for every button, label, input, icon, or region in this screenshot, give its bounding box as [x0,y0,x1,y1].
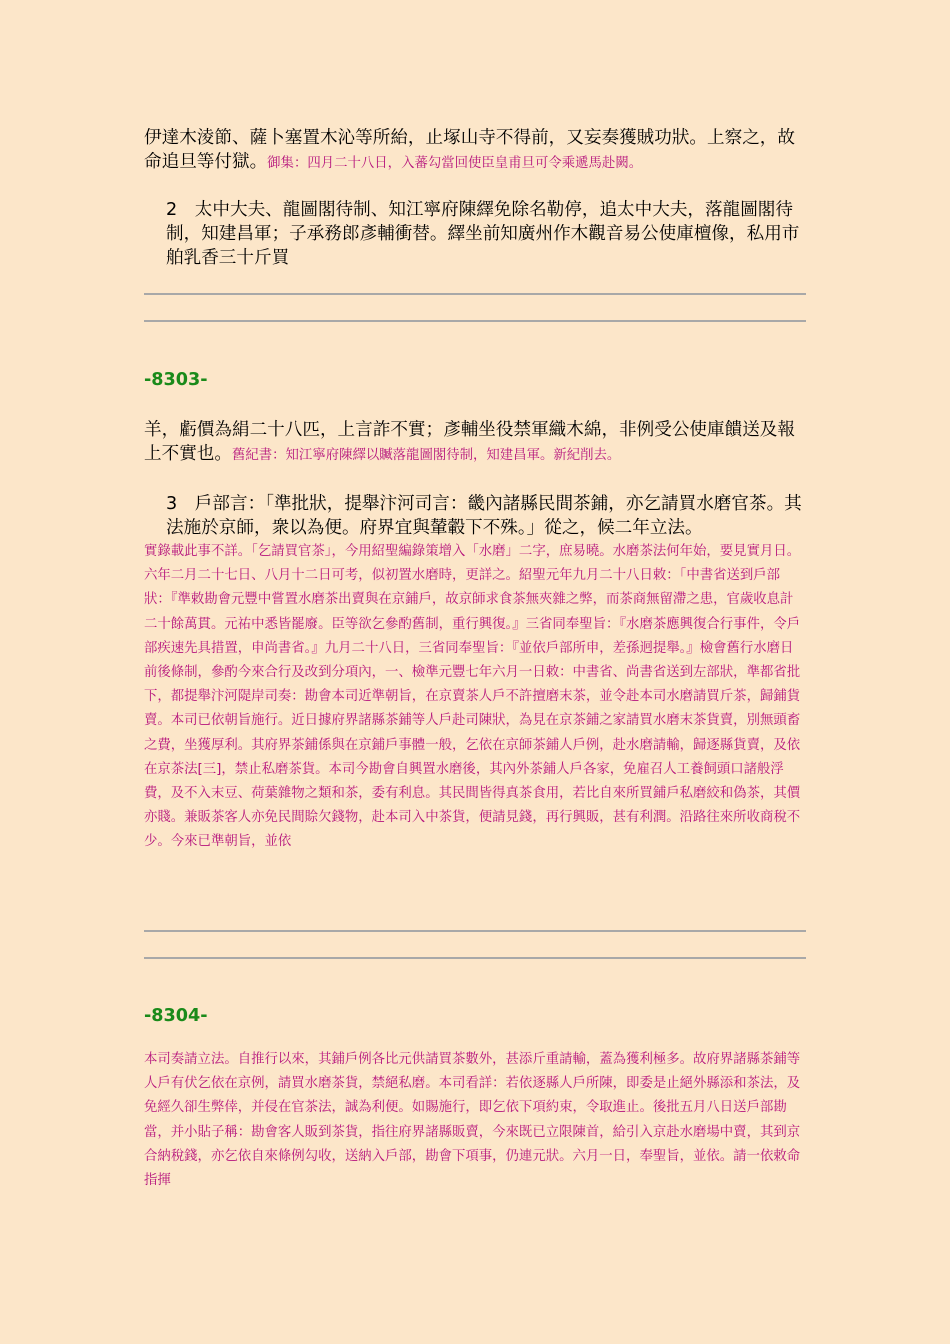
page-number: -8303- [144,370,208,390]
page-divider-2a [144,930,806,932]
paragraph-4 [144,492,806,540]
page-section-b [144,368,806,855]
paragraph-2-main: 2 太中大夫、龍圖閣待制、知江寧府陳繹免除名勒停，追太中大夫，落龍圖閣待制，知建昌軍；子承務郎彥輔衝替。繹坐前知廣州作木觀音易公使庫檀像，私用市舶乳香三十斤買 [166,200,800,268]
page-section-c [144,1004,806,1193]
paragraph-1-note: 御集：四月二十八日，入蕃勾當回使臣皇甫旦可令乘遞馬赴闕。 [267,156,643,171]
paragraph-1-main: 伊達木淩節、薩卜塞置木沁等所紿，止塚山寺不得前，又妄奏獲賊功狀。上察之，故命追旦等付獄。 [144,128,795,172]
paragraph-3 [144,418,806,468]
page-divider-1a [144,293,806,295]
page-number: -8304- [144,1006,208,1026]
paragraph-3-note: 舊紀書：知江寧府陳繹以贓落龍圖閣待制，知建昌軍。新紀削去。 [231,448,621,463]
paragraph-2 [144,198,806,270]
page-divider-2b [144,957,806,959]
paragraph-3-main: 羊，虧價為絹二十八匹，上言詐不實；彥輔坐役禁軍織木綿，非例受公使庫饋送及報上不實也。 [144,420,795,464]
page-section-a [144,126,806,270]
paragraph-4-note: 實錄載此事不詳。「乞請買官茶」，今用紹聖編錄策增入「水磨」二字，庶易曉。水磨茶法何年始，要見實月日。六年二月二十七日、八月十二日可考，似初置水磨時，更詳之。紹聖元年九月二十八日敕：「中書省送到戶部狀：『準敕勘會元豐中嘗置水磨茶出賣與在京鋪戶，故京師求食茶無夾雜之弊，而茶商無留滯之患，官歲收息計二十餘萬貫。元祐中悉皆罷廢。臣等欲乞參酌舊制，重行興復。』三省同奉聖旨：『水磨茶應興復合行事件，令戶部疾速先具措置，申尚書省。』九月二十八日，三省同奉聖旨：『並依戶部所申，差孫迥提舉。』檢會舊行水磨日前後條制，參酌今來合行及改到分項內，一、檢準元豐七年六月一日敕：中書省、尚書省送到左部狀，準都省批下，都提舉汴河隄岸司奏：勘會本司近準朝旨，在京賣茶人戶不許擅磨末茶，並令赴本司水磨請買斤茶，歸鋪貨賣。本司已依朝旨施行。近日據府界諸縣茶鋪等人戶赴司陳狀，為見在京茶鋪之家請買水磨末茶貨賣，別無頭畜之費，坐獲厚利。其府界茶鋪係與在京鋪戶事體一般，乞依在京師茶鋪人戶例，赴水磨請輸，歸逐縣貨賣，及依在京茶法[三]，禁止私磨茶貨。本司今勘會自興置水磨後，其內外茶鋪人戶各家，免雇召人工養飼頭口諸般浮費，及不入末豆、荷葉雜物之類和茶，委有利息。其民間皆得真茶食用，若比自來所買鋪戶私磨絞和偽茶，其價亦賤。兼販茶客人亦免民間賒欠錢物，赴本司入中茶貨，便請見錢，再行興販，甚有利潤。沿路往來所收商稅不少。今來已準朝旨，並依 [144,544,801,850]
paragraph-5-note: 本司奏請立法。自推行以來，其鋪戶例各比元供請買茶數外，甚添斤重請輸，蓋為獲利極多。故府界諸縣茶鋪等人戶有伏乞依在京例，請買水磨茶貨，禁絕私磨。本司看詳：若依逐縣人戶所陳，即委是止絕外縣添和茶法，及免經久卻生弊倖，并侵在官茶法，誠為利便。如賜施行，即乞依下項約束，令取進止。後批五月八日送戶部勘當，并小貼子稱：勘會客人販到茶貨，指往府界諸縣販賣，今來既已立限陳首，給引入京赴水磨場中賣，其到京合納稅錢，亦乞依自來條例勾收，送納入戶部，勘會下項事，仍連元狀。六月一日，奉聖旨，並依。請一依敕命指揮 [144,1052,801,1189]
paragraph-4-main: 3 戶部言：「準批狀，提舉汴河司言：畿內諸縣民間茶鋪，亦乞請買水磨官茶。其法施於京師，衆以為便。府界宜與輦轂下不殊。」從之，候二年立法。 [166,494,802,538]
page-divider-1b [144,320,806,322]
paragraph-1 [144,126,806,176]
